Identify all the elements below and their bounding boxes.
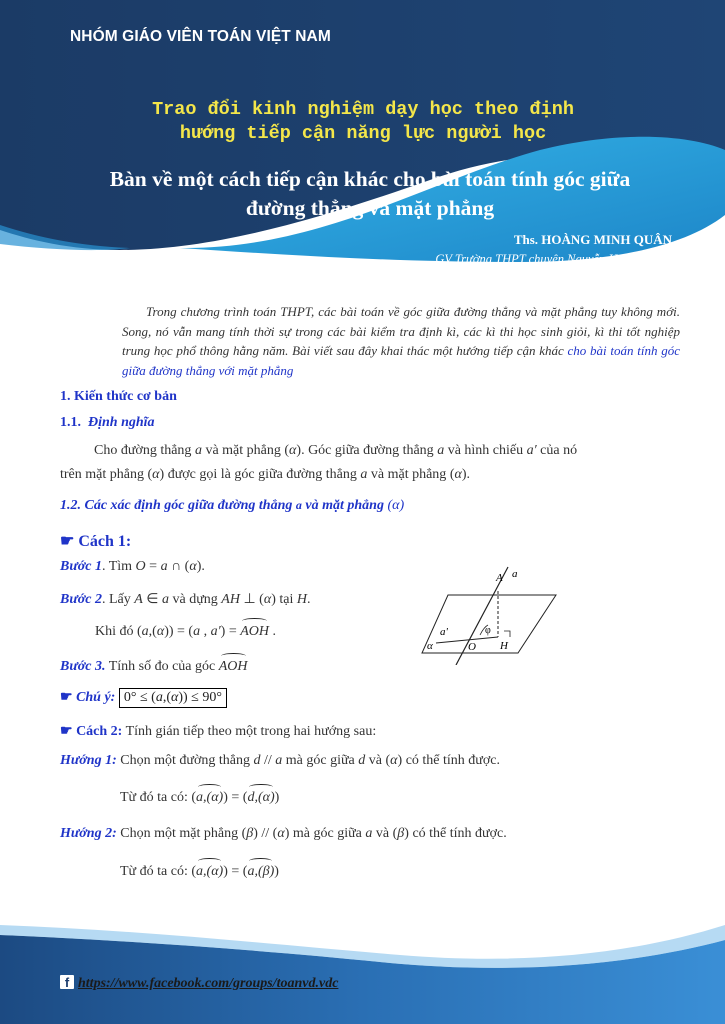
plane-alpha-label: α: [427, 640, 433, 652]
article-title: [70, 165, 670, 223]
kicker-line-1: Trao đổi kinh nghiệm dạy học theo định: [152, 99, 574, 120]
phi-label: φ: [485, 625, 491, 636]
point-A-label: A: [496, 572, 503, 584]
method-1-label: ☛ Cách 1:: [60, 533, 132, 550]
title-line-2: đường thẳng và mặt phẳng: [245, 196, 495, 220]
step-3: Bước 3. Tính số đo của góc AOH: [60, 655, 248, 679]
direction-1-result: Từ đó ta có: (a,(α)) = (d,(α)): [120, 786, 279, 810]
title-line-1: Bàn về một cách tiếp cận khác cho bài toán tính góc giữa: [109, 167, 631, 191]
step-1: Bước 1. Tìm O = a ∩ (α).: [60, 559, 205, 574]
note-formula-box: 0° ≤ (a,(α)) ≤ 90°: [119, 688, 227, 708]
step-2: Bước 2. Lấy A ∈ a và dựng AH ⊥ (α) tại H.: [60, 592, 311, 607]
group-name: NHÓM GIÁO VIÊN TOÁN VIỆT NAM: [70, 28, 331, 45]
hand-pointer-icon: ☛: [60, 724, 73, 739]
intro-paragraph: [122, 302, 680, 380]
kicker-line-2: hướng tiếp cận năng lực người học: [179, 123, 547, 144]
hand-pointer-icon: ☛: [60, 533, 75, 550]
direction-2: Hướng 2: Chọn một mặt phẳng (β) // (α) mà góc giữa a và (β) có thể tính được.: [60, 826, 507, 841]
section-heading: 1. Kiến thức cơ bản: [60, 389, 177, 404]
angle-diagram: [418, 565, 558, 665]
intro-text: Trong chương trình toán THPT, các bài toán về góc giữa đường thẳng và mặt phẳng tuy không mới. Song, nó vẫn mang tính thời sự trong các bài kiểm tra định kì, các kì thi học sinh giỏi, kì thi tốt nghiệp trung học phổ thông hằng năm. Bài viết sau đây khai thác một hướng tiếp cận khác: [122, 304, 680, 358]
line-a-label: a: [512, 568, 518, 580]
point-O-label: O: [468, 641, 476, 653]
facebook-group-link[interactable]: https://www.facebook.com/groups/toanvd.vdc: [78, 976, 339, 991]
author-name: Ths. HOÀNG MINH QUÂN: [513, 232, 672, 247]
author-affiliation: GV Trường THPT chuyên Nguyễn Huệ, Hà Nội: [435, 252, 672, 266]
step-2-result: Khi đó (a,(α)) = (a , a′) = AOH .: [95, 620, 276, 644]
kicker-title: [60, 98, 666, 146]
direction-1: Hướng 1: Chọn một đường thẳng d // a mà góc giữa d và (α) có thể tính được.: [60, 753, 500, 768]
subsection-methods: 1.2. Các xác định góc giữa đường thẳng a và mặt phẳng (α): [60, 498, 405, 513]
facebook-icon: f: [60, 975, 74, 989]
hand-pointer-icon: ☛: [60, 690, 73, 705]
definition-paragraph: Cho đường thẳng a và mặt phẳng (α). Góc giữa đường thẳng a và hình chiếu a′ của nó trên mặt phẳng (α) được gọi là góc giữa đường thẳng a và mặt phẳng (α).: [60, 443, 578, 482]
note: ☛ Chú ý: 0° ≤ (a,(α)) ≤ 90°: [60, 686, 227, 710]
subsection-definition: 1.1. Định nghĩa: [60, 415, 155, 430]
method-2: ☛ Cách 2: Tính gián tiếp theo một trong hai hướng sau:: [60, 724, 377, 739]
a-prime-label: a': [440, 626, 448, 638]
point-H-label: H: [500, 640, 508, 652]
intro-highlight: cho bài toán tính góc giữa đường thẳng với mặt phẳng: [122, 343, 680, 378]
direction-2-result: Từ đó ta có: (a,(α)) = (a,(β)): [120, 860, 279, 884]
